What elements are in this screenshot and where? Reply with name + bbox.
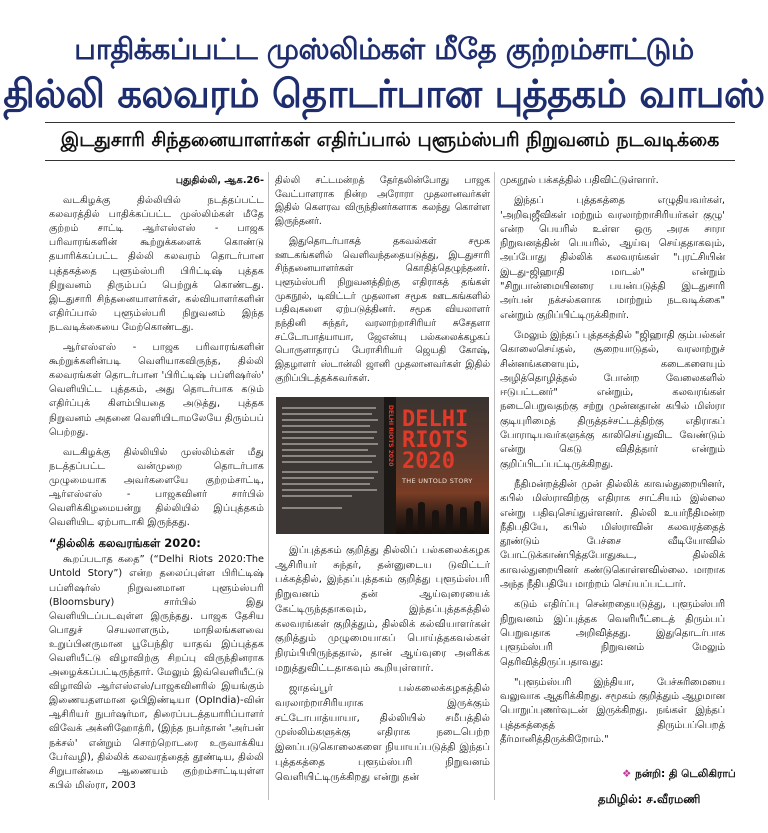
- paragraph: முகநூல் பக்கத்தில் பதிவிட்டுள்ளார்.: [500, 175, 659, 186]
- headline-rule-bottom: [45, 160, 735, 161]
- book-subtitle: THE UNTOLD STORY: [402, 477, 473, 485]
- book-title: DELHI RIOTS 2020: [402, 407, 469, 474]
- article-column-3: [500, 174, 725, 753]
- paragraph: ஜாதவ்பூர் பல்கலைக்கழகத்தில் வரலாற்றாசிரியராக இருக்கும் சட்டோபாத்யாயா, தில்லியில் சமீபத்தில் முஸ்லிம்களுக்கு எதிராக நடைபெற்ற இனப்படுகொலைகளை நியாயப்படுத்தி இந்தப் புத்தகத்தை புளூம்ஸ்பரி நிறுவனம் வெளியிட்டிருக்கிறது என்று தன்: [275, 683, 490, 783]
- paragraph: இதுதொடர்பாகத் தகவல்கள் சமூக ஊடகங்களில் வெளிவந்ததையடுத்து, இடதுசாரி சிந்தனையாளர்கள் கொதித்தெழுந்தனர். புளூம்ஸ்பரி நிறுவனத்திற்கு எதிராகத் தங்கள் முகநூல், டிவிட்டர் முதலான சமூக ஊடகங்களில் பதிவுகளை ஏற்படுத்தினர். சமூக வியலாளர் நந்தினி சுந்தர், வரலாற்றாசிரியர் சுசேதளா சட்டோபாத்யாயா, ஜேஎன்யு பல்கலைக்கழகப் பொருளாதாரப் பேராசிரியர் ஜெயதி கோஷ், இதழாளர் ஸ்டான்லி ஜானி முதலானவர்கள் இதில் குறிப்பிடத்தக்கவர்கள்.: [275, 235, 490, 384]
- paragraph: கடும் எதிர்ப்பு சென்றதையடுத்து, புளூம்ஸ்பரி நிறுவனம் இப்புத்தக வெளியீட்டைத் திரும்பப் பெறுவதாக அறிவித்தது. இதுதொடர்பாக புளூம்ஸ்பரி நிறுவனம் மேலும் தெரிவித்திருப்பதாவது:: [500, 599, 725, 668]
- source-credit: [622, 768, 736, 781]
- paragraph: இப்புத்தகம் குறித்து தில்லிப் பல்கலைக்கழக ஆசிரியர் சுந்தர், தன்னுடைய டுவிட்டர் பக்கத்தில், இந்தப்புத்தகம் குறித்து புளூம்ஸ்பரி நிறுவனம் தன் ஆய்வுரையைக் கேட்டிருந்ததாகவும், இந்தப்புத்தகத்தில் கலவரங்கள் குறித்தும், தில்லிக் கல்வியாளர்கள் குறித்தும் முழுமையாகப் பொய்த்தகவல்கள் நிரம்பியிருந்ததால், தான் ஆய்வுரை அளிக்க மறுத்துவிட்டதாகவும் கூறியுள்ளார்.: [275, 545, 490, 674]
- paragraph: வடகிழக்கு தில்லியில் நடத்தப்பட்ட கலவரத்தில் பாதிக்கப்பட்ட முஸ்லிம்கள் மீதே குற்றம் சாட்டி ஆர்எஸ்எஸ் - பாஜக பரிவாரங்களின் கூற்றுக்களைக் கொண்டு தயாரிக்கப்பட்ட தில்லி கலவரம் தொடர்பான புத்தகத்தை புளூம்ஸ்பரி பிரிட்டிஷ் புத்தக நிறுவனம் திரும்பப் பெற்றுக் கொண்டது. இடதுசாரி சிந்தனையாளர்கள், கல்வியாளர்களின் எதிர்ப்பால் புளூம்ஸ்பரி நிறுவனம் இந்த நடவடிக்கையை மேற்கொண்டது.: [49, 195, 264, 333]
- book-back-cover: [276, 397, 384, 534]
- article-column-2: [275, 174, 490, 392]
- paragraph: வடகிழக்கு தில்லியில் முஸ்லிம்கள் மீது நடத்தப்பட்ட வன்முறை தொடர்பாக முழுமையாக அவர்களையே குற்றம்சாட்டி, ஆர்எஸ்எஸ் - பாஜகவினர் சார்பில் வெளிக்கிழமையன்று தில்லியில் இப்புத்தகம் வெளியிட ஏற்பாடாகி இருந்தது.: [49, 446, 264, 529]
- headline-line-2: தில்லி கலவரம் தொடர்பான புத்தகம் வாபஸ்: [3, 72, 765, 117]
- section-heading: “தில்லிக் கலவரங்கள் 2020:: [49, 536, 201, 551]
- paragraph: மேலும் இந்தப் புத்தகத்தில் "ஜிஹாதி கும்பல்கள் கொலைசெய்தல், சூறையாடுதல், வரலாற்றுச் சின்னங்களையும், கடைகளையும் அழித்தொழித்தல் போன்ற வேலைகளில் ஈடுபட்டனர்" என்றும், கலவரங்கள் நடைபெறுவதற்கு சற்று முன்னதான் கபில் மிஸ்ரா குடியுரிமைத் திருத்தச்சட்டத்திற்கு எதிராகப் போராடியவர்களுக்கு காலிசெய்துவிட வேண்டும் என்று கெடு விதித்தார் என்றும் குறிப்பிடப்பட்டிருக்கிறது.: [500, 329, 725, 470]
- article-column-1: [49, 174, 264, 799]
- book-spine-title: DELHI RIOTS 2020: [387, 405, 394, 467]
- source-credit-text: நன்றி: தி டெலிகிராப்: [635, 768, 736, 780]
- article-column-2-continued: [275, 544, 490, 791]
- paragraph: கூறப்படாத கதை” (“Delhi Riots 2020:The Untold Story”) என்ற தலைப்புள்ள பிரிட்டிஷ் பப்ளிஷர்ஸ் நிறுவனமான புளூம்ஸ்பரி (Bloomsbury) சார்பில் இது வெளியிடப்படவுள்ள இருந்தது. பாஜக தேசிய பொதுச் செயலாளரும், மாநிலங்களவை உறுப்பினருமான பூபேந்திர யாதவ் இப்புத்தக வெளியீட்டு விழாவிற்கு சிறப்பு விருந்தினராக அழைக்கப்பட்டிருந்தார். மேலும் இவ்வெளியீட்டு விழாவில் ஆர்எஸ்எஸ்/பாஜகவினரில் இயங்கும் இணையதளமான ஓபிஇண்டியா (OpIndia)-வின் ஆசிரியர் நுபர்ஷர்மா, திரைப்படத்தயாரிப்பாளர் விவேக் அக்னிஹோத்ரி, (இந்த நபர்தான் 'அர்பன் நக்சல்' என்றும் சொற்றொடரை உருவாக்கிய பேர்வழி), தில்லிக் கலவரத்தைத் தூண்டிய, தில்லி சிறுபான்மை ஆணையம் குற்றம்சாட்டியுள்ள கபில் மிஸ்ரா, 2003: [49, 554, 264, 791]
- diamond-icon: ❖: [622, 768, 636, 780]
- subheadline: இடதுசாரி சிந்தனையாளர்கள் எதிர்ப்பால் புளூம்ஸ்பரி நிறுவனம் நடவடிக்கை: [60, 129, 720, 151]
- paragraph: ஆர்எஸ்எஸ் - பாஜக பரிவாரங்களின் கூற்றுக்களின்படி வெளியாகவிருந்த, தில்லி கலவரங்கள் தொடர்பான 'பிரிட்டிஷ் பப்ளிஷர்ஸ்' வெளியிட்ட புத்தகம், அது தொடர்பாக கடும் எதிர்ப்புக் கிளம்பியதை அடுத்து, புத்தக நிறுவனம் அதனை வெளியிடாமலேயே திரும்பப் பெற்றது.: [49, 342, 264, 438]
- column-divider-2: [494, 172, 495, 800]
- headline-rule-top: [45, 122, 735, 123]
- book-cover-image: [276, 397, 489, 534]
- translator-credit: தமிழில்: ச.வீரமணி: [598, 792, 701, 806]
- paragraph: "புளூம்ஸ்பரி இந்தியா, பேச்சுரிமையை வலுவாக ஆதரிக்கிறது. சமூகம் குறித்தும் ஆழமான பொறுப்புணர்வுடன் இருக்கிறது. நங்கள் இந்தப் புத்தகத்தைத் திரும்பப்பெறத் தீர்மானித்திருக்கிறோம்.": [500, 676, 725, 745]
- book-spine: [384, 397, 396, 534]
- paragraph: நீதிமன்றத்தின் முன் தில்லிக் காவல்துறையினர், கபில் மிஸ்ராவிற்கு எதிராக சாட்சியம் இல்லை என்று பதிவுசெய்துள்ளனர். தில்லி உயர்நீதிமன்ற நீதிபதியே, கபில் மிஸ்ராவின் கலவரத்தைத் தூண்டும் பேச்சை வீடியோவில் போட்டுக்காண்பித்தபோதுகூட, தில்லிக் காவல்துறையினர் கண்டுகொள்ளவில்லை. மாறாக அந்த நீதிபதியே மாற்றம் செய்யப்பட்டார்.: [500, 478, 725, 591]
- dateline: புதுதில்லி, ஆக.26-: [175, 175, 264, 186]
- paragraph: இந்தப் புத்தகத்தை எழுதியவர்கள், 'அறிவுஜீவிகள் மற்றும் வரலாற்றாசிரியர்கள் குழு' என்ற பெயரில் உள்ள ஒரு அரசு சாரா நிறுவனத்தின் பெயரில், ஆய்வு செய்ததாகவும், அப்போது தில்லிக் கலவரங்கள் "புரட்சியின் இடது-ஜிஹாதி மாடல்" என்றும் "சிறுபான்மையினரை பயன்படுத்தி இடதுசாரி அர்பன் நக்சல்களாக மாற்றும் நடவடிக்கை" என்றும் குறிப்பிட்டிருக்கிறார்.: [500, 195, 725, 321]
- headline-line-1: பாதிக்கப்பட்ட முஸ்லிம்கள் மீதே குற்றம்சாட்டும்: [74, 32, 694, 66]
- column-divider-1: [268, 172, 269, 800]
- paragraph: தில்லி சட்டமன்றத் தேர்தலின்போது பாஜக வேட்பாளராக நின்ற அரோரா முதலானவர்கள் இதில் கௌரவ விருந்தினர்களாக கலந்து கொள்ள இருந்தனர்.: [275, 175, 490, 228]
